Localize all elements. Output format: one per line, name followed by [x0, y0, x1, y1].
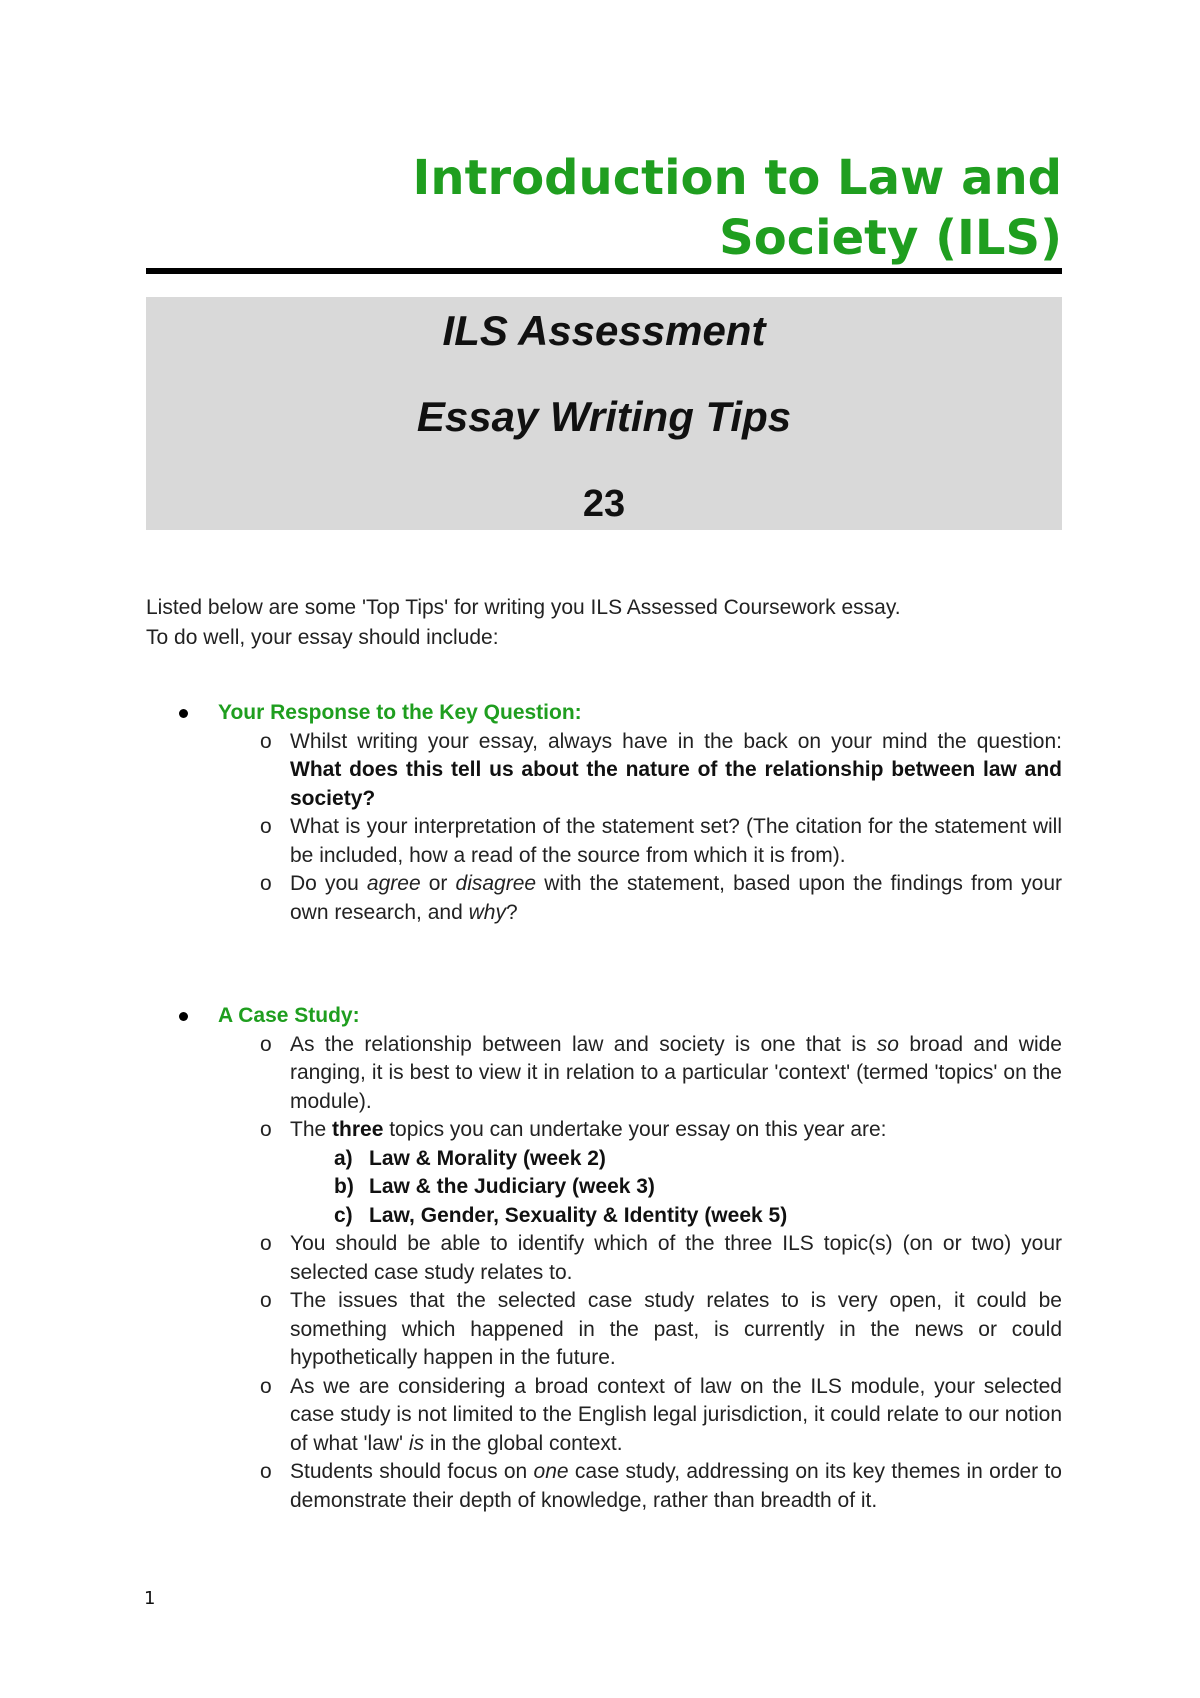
- topic-letter: b): [334, 1175, 354, 1198]
- sub-bullet-icon: o: [260, 1460, 272, 1483]
- heading-text: Your Response to the Key Question:: [218, 701, 582, 724]
- topic-label: Law & the Judiciary (week 3): [369, 1175, 655, 1198]
- section-case-study: [146, 1002, 1062, 1515]
- document-title: [146, 148, 1062, 268]
- list-item: o As we are considering a broad context of law on the ILS module, your selected case study is not limited to the English legal jurisdiction, it could relate to our notion of what 'law' is in the global context.: [260, 1374, 1062, 1455]
- topic-label: Law & Morality (week 2): [369, 1146, 606, 1170]
- list-item: o You should be able to identify which of the three ILS topic(s) (on or two) your selected case study relates to.: [260, 1232, 1062, 1284]
- list-item: o Whilst writing your essay, always have in the back on your mind the question: What does this tell us about the nature of the relationship between law and society?: [260, 729, 1062, 810]
- bullet-icon: [179, 709, 188, 718]
- section-heading: [146, 699, 1062, 728]
- banner-subheading: Essay Writing Tips: [416, 393, 792, 440]
- sub-bullet-icon: o: [260, 815, 272, 838]
- topic-item: [146, 1145, 1062, 1174]
- list-item: o As the relationship between law and society is one that is so broad and wide ranging, it is best to view it in relation to a particular 'context' (termed 'topics' on the module).: [260, 1032, 1062, 1113]
- sub-bullet-icon: o: [260, 1118, 272, 1141]
- list-item: o What is your interpretation of the statement set? (The citation for the statement will be included, how a read of the source from which it is from).: [260, 815, 1062, 867]
- title-line-2: Society (ILS): [719, 210, 1062, 266]
- assessment-banner: [146, 297, 1062, 530]
- heading-text: A Case Study:: [218, 1004, 360, 1027]
- intro-line-1: Listed below are some 'Top Tips' for writing you ILS Assessed Coursework essay.: [146, 596, 901, 619]
- topic-label: Law, Gender, Sexuality & Identity (week 5): [369, 1203, 788, 1227]
- banner-heading: ILS Assessment: [442, 307, 766, 354]
- sub-bullet-icon: o: [260, 1374, 272, 1398]
- sub-bullet-icon: o: [260, 729, 272, 753]
- sub-bullet-icon: o: [260, 1232, 272, 1255]
- sub-bullet-icon: o: [260, 1032, 272, 1056]
- sub-bullet-icon: o: [260, 1289, 272, 1312]
- list-item: o The three topics you can undertake your essay on this year are:: [146, 1116, 1062, 1145]
- intro-paragraph: [146, 593, 901, 653]
- list-item: o The issues that the selected case study relates to is very open, it could be something which happened in the past, is currently in the news or could hypothetically happen in the future.: [260, 1289, 1062, 1369]
- topic-letter: c): [334, 1203, 353, 1227]
- topic-letter: a): [334, 1146, 353, 1170]
- bullet-icon: [179, 1012, 188, 1021]
- list-item: o Students should focus on one case study, addressing on its key themes in order to demonstrate their depth of knowledge, rather than breadth of it.: [260, 1460, 1062, 1512]
- title-line-1: Introduction to Law and: [412, 150, 1062, 206]
- topic-item: [146, 1202, 1062, 1231]
- section-heading: [146, 1002, 1062, 1031]
- page-number: 1: [144, 1588, 156, 1609]
- topic-item: [146, 1173, 1062, 1202]
- list-item: o Do you agree or disagree with the statement, based upon the findings from your own research, and why?: [260, 872, 1062, 924]
- title-rule: [146, 268, 1062, 274]
- intro-line-2: To do well, your essay should include:: [146, 626, 499, 649]
- sub-bullet-icon: o: [260, 872, 272, 895]
- section-key-question: [146, 699, 1062, 927]
- banner-number: 23: [582, 483, 626, 525]
